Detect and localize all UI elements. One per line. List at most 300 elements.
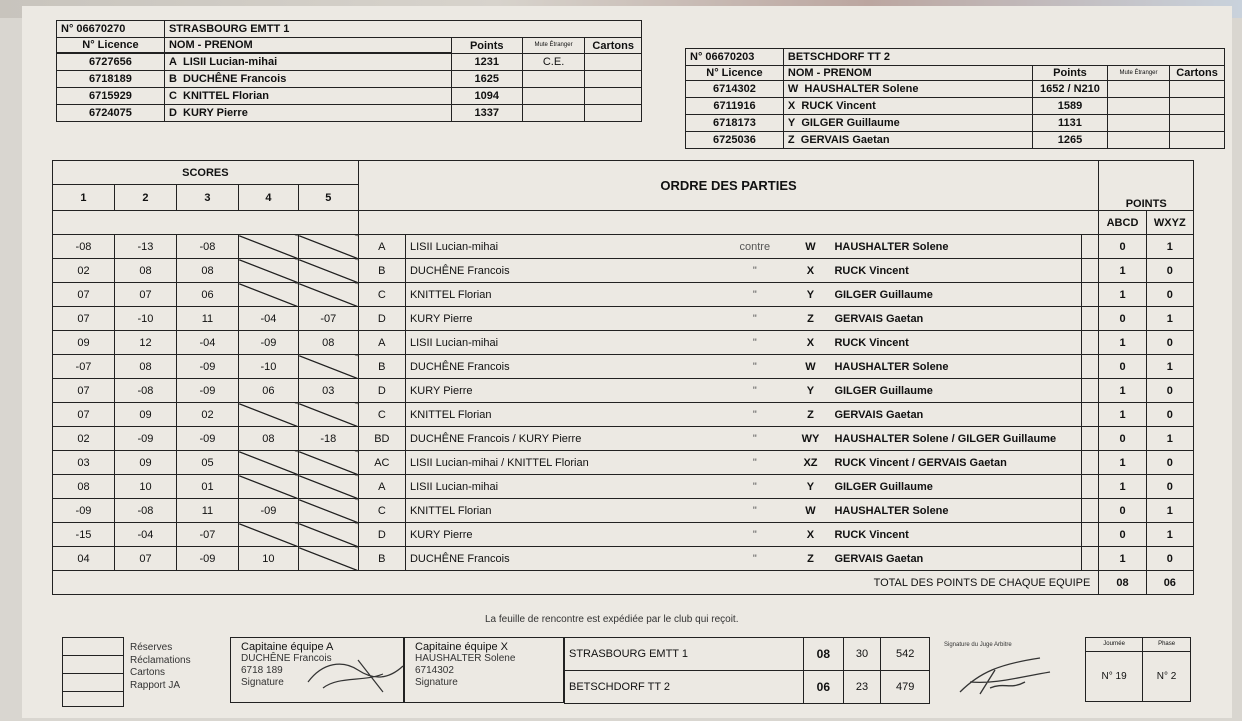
match-points-abcd: 1 — [1099, 331, 1146, 355]
match-player-a: LISII Lucian-mihai / KNITTEL Florian — [405, 451, 719, 475]
spacer-cell — [1081, 379, 1099, 403]
total-abcd: 08 — [1099, 571, 1146, 595]
set-score: -04 — [176, 331, 238, 355]
set-score: 09 — [114, 403, 176, 427]
journee-phase-table — [1085, 637, 1191, 702]
match-row — [53, 427, 1194, 451]
player-name: X RUCK Vincent — [783, 98, 1032, 115]
abcd-label: ABCD — [1099, 211, 1146, 235]
match-player-a: KNITTEL Florian — [405, 283, 719, 307]
nom-label: NOM - PRENOM — [783, 66, 1032, 81]
match-contre: " — [719, 499, 790, 523]
match-row — [53, 475, 1194, 499]
referee-signature — [950, 652, 1060, 702]
player-mute — [522, 105, 585, 122]
match-player-a: DUCHÊNE Francois — [405, 259, 719, 283]
team-b-player-row — [686, 81, 1225, 98]
licence-label: N° Licence — [686, 66, 784, 81]
captain-a-box — [230, 637, 404, 703]
match-letters-b: Z — [791, 307, 831, 331]
set-score: 01 — [176, 475, 238, 499]
set-header: 3 — [176, 185, 238, 211]
match-letters-b: X — [791, 523, 831, 547]
player-name: A LISII Lucian-mihai — [164, 54, 451, 71]
match-points-wxyz: 0 — [1146, 403, 1193, 427]
match-points-abcd: 0 — [1099, 307, 1146, 331]
set-score: 05 — [176, 451, 238, 475]
set-score: 09 — [114, 451, 176, 475]
captain-a-signature-label: Signature — [241, 677, 284, 688]
match-points-abcd: 1 — [1099, 283, 1146, 307]
set-score — [298, 523, 358, 547]
result-team: BETSCHDORF TT 2 — [565, 671, 804, 704]
match-row — [53, 379, 1194, 403]
player-cartons — [585, 71, 642, 88]
match-contre: " — [719, 283, 790, 307]
result-balls: 542 — [881, 638, 930, 671]
set-score: 06 — [176, 283, 238, 307]
match-player-b: HAUSHALTER Solene — [830, 235, 1081, 259]
match-letters-b: W — [791, 235, 831, 259]
match-letters-a: A — [358, 235, 405, 259]
licence-number: 6711916 — [686, 98, 784, 115]
phase-value: N° 2 — [1143, 652, 1191, 702]
legend-labels — [130, 642, 191, 692]
set-score: 06 — [238, 379, 298, 403]
set-score: -04 — [114, 523, 176, 547]
player-mute — [1107, 132, 1169, 149]
set-score: 12 — [114, 331, 176, 355]
player-points: 1625 — [451, 71, 522, 88]
match-player-b: GILGER Guillaume — [830, 379, 1081, 403]
set-score: -10 — [114, 307, 176, 331]
match-player-b: HAUSHALTER Solene / GILGER Guillaume — [830, 427, 1081, 451]
match-row — [53, 403, 1194, 427]
match-points-wxyz: 1 — [1146, 355, 1193, 379]
set-score — [298, 475, 358, 499]
spacer-cell — [1081, 547, 1099, 571]
match-player-b: RUCK Vincent — [830, 331, 1081, 355]
match-points-abcd: 0 — [1099, 355, 1146, 379]
match-points-abcd: 1 — [1099, 403, 1146, 427]
player-cartons — [585, 54, 642, 71]
set-score: 03 — [298, 379, 358, 403]
match-player-b: RUCK Vincent — [830, 259, 1081, 283]
team-b-player-row — [686, 98, 1225, 115]
legend-rapport: Rapport JA — [130, 679, 181, 691]
match-row — [53, 451, 1194, 475]
match-letters-b: Z — [791, 547, 831, 571]
match-row — [53, 499, 1194, 523]
match-player-a: LISII Lucian-mihai — [405, 475, 719, 499]
scores-label: SCORES — [53, 161, 359, 185]
set-score: 07 — [53, 379, 115, 403]
set-score: -08 — [114, 379, 176, 403]
match-contre: " — [719, 379, 790, 403]
match-player-a: KURY Pierre — [405, 307, 719, 331]
spacer-cell — [1081, 499, 1099, 523]
set-score — [298, 235, 358, 259]
player-name: Y GILGER Guillaume — [783, 115, 1032, 132]
set-score: -09 — [176, 427, 238, 451]
set-score: -07 — [176, 523, 238, 547]
captain-x-box — [404, 637, 564, 703]
set-score: -15 — [53, 523, 115, 547]
set-score — [298, 355, 358, 379]
set-score: -10 — [238, 355, 298, 379]
set-header: 2 — [114, 185, 176, 211]
match-points-abcd: 1 — [1099, 475, 1146, 499]
set-score: 07 — [53, 283, 115, 307]
set-score — [298, 259, 358, 283]
set-score: -08 — [114, 499, 176, 523]
set-score: -09 — [238, 331, 298, 355]
match-contre: " — [719, 547, 790, 571]
match-letters-b: XZ — [791, 451, 831, 475]
set-score: -07 — [53, 355, 115, 379]
player-points: 1652 / N210 — [1033, 81, 1108, 98]
match-row — [53, 259, 1194, 283]
match-letters-b: Y — [791, 283, 831, 307]
match-player-b: GERVAIS Gaetan — [830, 307, 1081, 331]
player-name: B DUCHÊNE Francois — [164, 71, 451, 88]
licence-number: 6714302 — [686, 81, 784, 98]
result-sets: 23 — [843, 671, 881, 704]
set-score: 02 — [176, 403, 238, 427]
set-score: 08 — [238, 427, 298, 451]
match-points-wxyz: 0 — [1146, 259, 1193, 283]
captain-x-licence: 6714302 — [415, 665, 454, 676]
spacer-cell — [1081, 451, 1099, 475]
player-name: C KNITTEL Florian — [164, 88, 451, 105]
team-a-player-row — [57, 105, 642, 122]
mute-label: Mute Étranger — [1107, 66, 1169, 81]
player-mute — [1107, 98, 1169, 115]
spacer-cell — [53, 211, 359, 235]
spacer-cell — [1081, 427, 1099, 451]
match-points-wxyz: 0 — [1146, 451, 1193, 475]
set-score: -13 — [114, 235, 176, 259]
result-points: 06 — [804, 671, 844, 704]
match-points-abcd: 1 — [1099, 451, 1146, 475]
spacer-cell — [358, 211, 1099, 235]
match-row — [53, 355, 1194, 379]
match-letters-a: B — [358, 355, 405, 379]
sending-note: La feuille de rencontre est expédiée par le club qui reçoit. — [485, 614, 739, 625]
team-a-player-row — [57, 88, 642, 105]
set-score — [238, 259, 298, 283]
match-row — [53, 307, 1194, 331]
set-score: -09 — [238, 499, 298, 523]
legend-cartons: Cartons — [130, 667, 166, 678]
set-score: -18 — [298, 427, 358, 451]
player-cartons — [1170, 98, 1225, 115]
player-cartons — [1170, 132, 1225, 149]
captain-x-title: Capitaine équipe X — [415, 641, 508, 653]
team-b-code: N° 06670203 — [686, 49, 784, 66]
match-row — [53, 331, 1194, 355]
set-score: 09 — [53, 331, 115, 355]
spacer-cell — [1081, 307, 1099, 331]
match-letters-b: W — [791, 355, 831, 379]
licence-number: 6718189 — [57, 71, 165, 88]
cartons-label: Cartons — [585, 38, 642, 54]
licence-number: 6715929 — [57, 88, 165, 105]
set-score: -09 — [114, 427, 176, 451]
match-points-wxyz: 1 — [1146, 307, 1193, 331]
set-header: 4 — [238, 185, 298, 211]
set-score — [238, 475, 298, 499]
licence-number: 6724075 — [57, 105, 165, 122]
licence-label: N° Licence — [57, 38, 165, 53]
team-a-code: N° 06670270 — [57, 21, 165, 38]
phase-label: Phase — [1143, 638, 1191, 652]
match-contre: " — [719, 475, 790, 499]
team-a-table — [56, 20, 642, 122]
match-contre: " — [719, 523, 790, 547]
match-points-abcd: 0 — [1099, 523, 1146, 547]
result-balls: 479 — [881, 671, 930, 704]
set-score — [298, 451, 358, 475]
player-points: 1094 — [451, 88, 522, 105]
spacer-cell — [1081, 355, 1099, 379]
match-row — [53, 547, 1194, 571]
match-contre: " — [719, 355, 790, 379]
wxyz-label: WXYZ — [1146, 211, 1193, 235]
team-b-table — [685, 48, 1225, 149]
match-points-wxyz: 1 — [1146, 235, 1193, 259]
match-player-b: GILGER Guillaume — [830, 475, 1081, 499]
set-score: 11 — [176, 307, 238, 331]
set-header: 1 — [53, 185, 115, 211]
team-a-player-row — [57, 71, 642, 88]
match-player-a: DUCHÊNE Francois — [405, 355, 719, 379]
player-mute: C.E. — [522, 54, 585, 71]
points-col-label: POINTS — [1099, 161, 1194, 211]
match-letters-a: D — [358, 379, 405, 403]
captain-a-title: Capitaine équipe A — [241, 641, 334, 653]
licence-number: 6718173 — [686, 115, 784, 132]
match-letters-a: AC — [358, 451, 405, 475]
set-score: 07 — [53, 403, 115, 427]
match-points-abcd: 0 — [1099, 427, 1146, 451]
nom-label: NOM - PRENOM — [164, 38, 451, 53]
set-score: 08 — [114, 355, 176, 379]
set-score: 10 — [114, 475, 176, 499]
match-contre: " — [719, 427, 790, 451]
captain-a-licence: 6718 189 — [241, 665, 283, 676]
result-row — [565, 638, 930, 671]
legend-boxes — [62, 637, 124, 707]
match-points-wxyz: 0 — [1146, 331, 1193, 355]
team-a-name: STRASBOURG EMTT 1 — [164, 21, 641, 38]
player-name: D KURY Pierre — [164, 105, 451, 122]
match-letters-a: C — [358, 403, 405, 427]
result-points: 08 — [804, 638, 844, 671]
match-points-wxyz: 0 — [1146, 475, 1193, 499]
team-b-player-row — [686, 132, 1225, 149]
set-score — [298, 283, 358, 307]
set-score: 04 — [53, 547, 115, 571]
spacer-cell — [1081, 283, 1099, 307]
result-row — [565, 671, 930, 704]
set-score: 07 — [114, 283, 176, 307]
spacer-cell — [1081, 523, 1099, 547]
match-points-wxyz: 1 — [1146, 523, 1193, 547]
player-points: 1337 — [451, 105, 522, 122]
captain-a-signature — [303, 652, 413, 696]
total-wxyz: 06 — [1146, 571, 1193, 595]
player-points: 1265 — [1033, 132, 1108, 149]
spacer-cell — [1081, 331, 1099, 355]
set-score: -09 — [176, 355, 238, 379]
match-contre: " — [719, 331, 790, 355]
match-contre: contre — [719, 235, 790, 259]
matches-table — [52, 160, 1194, 595]
match-letters-a: D — [358, 307, 405, 331]
match-contre: " — [719, 403, 790, 427]
match-player-b: RUCK Vincent / GERVAIS Gaetan — [830, 451, 1081, 475]
set-score: -07 — [298, 307, 358, 331]
match-player-a: KURY Pierre — [405, 379, 719, 403]
match-row — [53, 523, 1194, 547]
match-letters-b: WY — [791, 427, 831, 451]
set-score: -08 — [176, 235, 238, 259]
result-team: STRASBOURG EMTT 1 — [565, 638, 804, 671]
set-score — [238, 523, 298, 547]
team-b-player-row — [686, 115, 1225, 132]
set-score: 07 — [114, 547, 176, 571]
match-contre: " — [719, 451, 790, 475]
match-player-b: RUCK Vincent — [830, 523, 1081, 547]
set-score — [298, 547, 358, 571]
match-letters-b: Y — [791, 379, 831, 403]
set-score — [238, 451, 298, 475]
legend-reclamations: Réclamations — [130, 654, 191, 666]
player-mute — [1107, 81, 1169, 98]
match-letters-b: X — [791, 259, 831, 283]
licence-number: 6725036 — [686, 132, 784, 149]
spacer-cell — [1081, 259, 1099, 283]
spacer-cell — [1081, 475, 1099, 499]
match-points-wxyz: 1 — [1146, 427, 1193, 451]
match-player-a: LISII Lucian-mihai — [405, 235, 719, 259]
team-a-player-row — [57, 54, 642, 71]
match-player-b: HAUSHALTER Solene — [830, 499, 1081, 523]
match-player-a: DUCHÊNE Francois / KURY Pierre — [405, 427, 719, 451]
set-header: 5 — [298, 185, 358, 211]
set-score — [238, 283, 298, 307]
match-contre: " — [719, 259, 790, 283]
match-points-abcd: 1 — [1099, 379, 1146, 403]
match-player-a: KNITTEL Florian — [405, 499, 719, 523]
set-score — [238, 235, 298, 259]
set-score: 02 — [53, 427, 115, 451]
player-name: Z GERVAIS Gaetan — [783, 132, 1032, 149]
match-letters-b: Y — [791, 475, 831, 499]
legend-reserves: Réserves — [130, 642, 173, 653]
points-label: Points — [1033, 66, 1108, 81]
spacer-cell — [1081, 235, 1099, 259]
set-score: 07 — [53, 307, 115, 331]
player-name: W HAUSHALTER Solene — [783, 81, 1032, 98]
match-player-a: LISII Lucian-mihai — [405, 331, 719, 355]
set-score — [238, 403, 298, 427]
player-cartons — [1170, 81, 1225, 98]
player-points: 1589 — [1033, 98, 1108, 115]
captain-x-signature-label: Signature — [415, 677, 458, 688]
result-table — [564, 637, 930, 704]
match-letters-a: C — [358, 283, 405, 307]
player-cartons — [585, 105, 642, 122]
match-points-wxyz: 0 — [1146, 283, 1193, 307]
total-label: TOTAL DES POINTS DE CHAQUE EQUIPE — [53, 571, 1099, 595]
licence-number: 6727656 — [57, 54, 165, 71]
team-b-name: BETSCHDORF TT 2 — [783, 49, 1224, 66]
points-label: Points — [451, 38, 522, 54]
captain-a-name: DUCHÊNE Francois — [241, 653, 332, 664]
match-points-wxyz: 0 — [1146, 547, 1193, 571]
set-score: 10 — [238, 547, 298, 571]
match-row — [53, 283, 1194, 307]
result-sets: 30 — [843, 638, 881, 671]
match-player-b: HAUSHALTER Solene — [830, 355, 1081, 379]
match-letters-a: D — [358, 523, 405, 547]
set-score: 08 — [298, 331, 358, 355]
set-score: 11 — [176, 499, 238, 523]
match-letters-a: A — [358, 475, 405, 499]
set-score: -08 — [53, 235, 115, 259]
set-score — [298, 403, 358, 427]
match-player-b: GERVAIS Gaetan — [830, 403, 1081, 427]
set-score: 02 — [53, 259, 115, 283]
player-mute — [1107, 115, 1169, 132]
match-letters-a: C — [358, 499, 405, 523]
set-score: -04 — [238, 307, 298, 331]
set-score: 08 — [53, 475, 115, 499]
match-player-a: DUCHÊNE Francois — [405, 547, 719, 571]
player-points: 1131 — [1033, 115, 1108, 132]
journee-label: Journée — [1086, 638, 1143, 652]
set-score: 03 — [53, 451, 115, 475]
player-mute — [522, 88, 585, 105]
match-letters-a: BD — [358, 427, 405, 451]
spacer-cell — [1081, 403, 1099, 427]
match-letters-b: Z — [791, 403, 831, 427]
match-contre: " — [719, 307, 790, 331]
match-points-wxyz: 1 — [1146, 499, 1193, 523]
match-letters-a: A — [358, 331, 405, 355]
ordre-label: ORDRE DES PARTIES — [358, 161, 1099, 211]
set-score: 08 — [176, 259, 238, 283]
mute-label: Mute Étranger — [522, 38, 585, 54]
match-letters-b: W — [791, 499, 831, 523]
match-points-abcd: 0 — [1099, 499, 1146, 523]
match-points-abcd: 1 — [1099, 547, 1146, 571]
player-mute — [522, 71, 585, 88]
set-score: -09 — [176, 547, 238, 571]
match-player-b: GILGER Guillaume — [830, 283, 1081, 307]
match-letters-a: B — [358, 259, 405, 283]
player-points: 1231 — [451, 54, 522, 71]
match-points-wxyz: 0 — [1146, 379, 1193, 403]
match-player-a: KNITTEL Florian — [405, 403, 719, 427]
match-points-abcd: 1 — [1099, 259, 1146, 283]
match-points-abcd: 0 — [1099, 235, 1146, 259]
set-score: 08 — [114, 259, 176, 283]
match-player-a: KURY Pierre — [405, 523, 719, 547]
match-row — [53, 235, 1194, 259]
